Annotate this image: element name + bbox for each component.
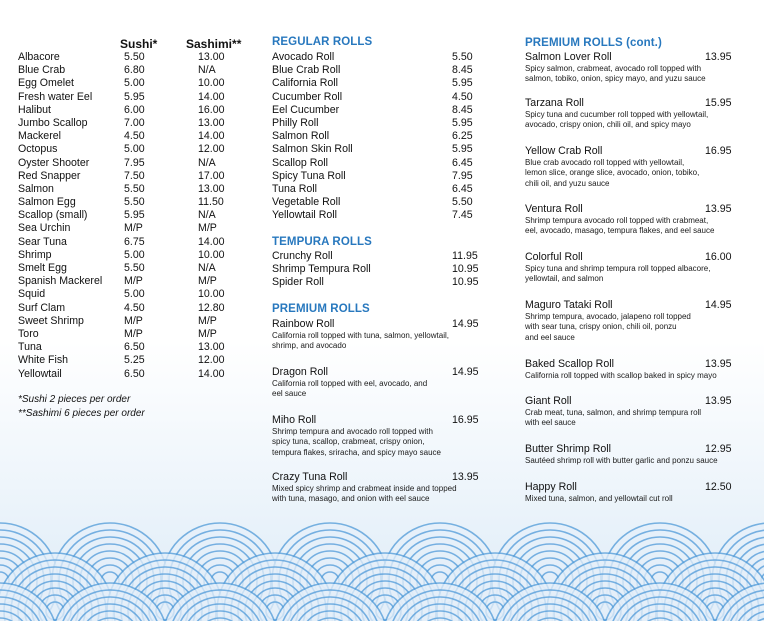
roll-price: 11.95 [452,250,478,262]
roll-item-header [525,97,737,110]
roll-price: 8.45 [452,64,473,77]
fish-name: Mackerel [18,130,61,143]
roll-description [272,484,478,505]
roll-price: 13.95 [705,203,732,215]
sushi-price: 5.95 [124,209,145,222]
roll-price: 14.95 [452,366,479,378]
roll-description [525,371,737,381]
description-line: Shrimp tempura and avocado roll topped with [272,427,433,436]
description-line: avocado, crispy onion, chili oil, and spicy mayo [525,120,691,130]
roll-item-header [525,251,737,264]
roll-price: 7.95 [452,169,473,182]
description-line: Mixed spicy shrimp and crabmeat inside and topped [272,484,457,493]
roll-item-header [525,203,737,216]
description-line: yellowtail, and salmon [525,274,604,284]
fish-name: Smelt Egg [18,262,67,274]
roll-name: Crunchy Roll [272,250,333,262]
sushi-price: 5.50 [124,262,145,274]
roll-name: Salmon Skin Roll [272,143,353,156]
sushi-row [18,183,254,196]
fish-name: Octopus [18,143,58,156]
sushi-row [18,91,254,104]
description-line: Shrimp tempura avocado roll topped with crabmeat, [525,216,709,225]
sashimi-price: 13.00 [198,182,225,195]
description-line: Crab meat, tuna, salmon, and shrimp tempura roll [525,408,702,417]
description-line: with tuna, masago, and onion with eel sauce [272,494,430,504]
sashimi-note: **Sashimi 6 pieces per order [18,408,145,419]
sashimi-price: M/P [198,327,217,340]
roll-name: Shrimp Tempura Roll [272,263,371,276]
roll-price: 5.95 [452,116,473,129]
roll-price: 5.95 [452,77,473,90]
roll-item [525,51,737,85]
sushi-row [18,262,254,275]
sushi-price: M/P [124,327,143,340]
sashimi-price: M/P [198,275,217,288]
roll-item [272,366,478,400]
description-line: Spicy salmon, crabmeat, avocado roll topped with [525,64,702,73]
roll-description [525,408,737,429]
sushi-row [18,275,254,288]
roll-row [272,209,476,222]
roll-item-header [272,414,478,427]
roll-name: Crazy Tuna Roll [272,471,348,483]
sushi-price: 6.00 [124,103,145,116]
sashimi-price: 12.00 [198,354,225,367]
sushi-price: 6.75 [124,235,145,248]
roll-price: 5.95 [452,143,473,156]
description-line: California roll topped with tuna, salmon, yellowtail, [272,331,449,340]
fish-name: Jumbo Scallop [18,116,88,129]
sushi-price: 5.95 [124,90,145,103]
roll-name: Happy Roll [525,481,577,493]
sashimi-price: 10.00 [198,77,225,90]
roll-price: 12.95 [705,443,732,455]
roll-price: 5.50 [452,51,473,63]
fish-name: Yellowtail [18,367,62,380]
roll-item [525,481,737,504]
roll-price: 6.45 [452,182,473,195]
sushi-price: 5.00 [124,143,145,156]
roll-price: 5.50 [452,196,473,209]
roll-row [272,64,476,77]
sushi-row [18,51,254,64]
roll-name: Baked Scallop Roll [525,358,614,370]
roll-description [272,379,478,400]
roll-description [272,331,478,352]
sushi-price: 5.50 [124,51,145,63]
sushi-row [18,64,254,77]
fish-name: Sea Urchin [18,222,71,235]
roll-item [525,395,737,429]
roll-name: Yellow Crab Roll [525,145,603,157]
roll-description [525,216,737,237]
roll-item-header [272,366,478,379]
sushi-row [18,341,254,354]
sushi-price: M/P [124,314,143,327]
roll-price: 8.45 [452,103,473,116]
sushi-price: M/P [124,222,143,235]
fish-name: Surf Clam [18,301,66,314]
sushi-table-header [18,37,254,51]
description-line: Mixed tuna, salmon, and yellowtail cut roll [525,494,673,503]
roll-name: Maguro Tataki Roll [525,299,613,311]
sushi-row [18,236,254,249]
sushi-price: 4.50 [124,130,145,143]
fish-name: Albacore [18,51,60,63]
roll-item [272,318,478,352]
sushi-row [18,354,254,367]
roll-name: Tarzana Roll [525,97,584,109]
fish-name: Shrimp [18,248,52,261]
roll-row [272,91,476,104]
fish-name: Oyster Shooter [18,156,90,169]
roll-price: 7.45 [452,209,473,222]
regular-rolls-list [272,51,476,222]
roll-item [525,145,737,189]
roll-row [272,104,476,117]
fish-name: Toro [18,327,39,340]
fish-name: Egg Omelet [18,77,74,90]
roll-row [272,250,476,263]
roll-name: Scallop Roll [272,156,328,169]
fish-name: Fresh water Eel [18,90,93,103]
sushi-row [18,249,254,262]
roll-name: Spicy Tuna Roll [272,169,346,182]
sushi-row [18,77,254,90]
roll-row [272,117,476,130]
fish-name: Squid [18,288,46,301]
sushi-row [18,157,254,170]
sushi-price: 4.50 [124,301,145,314]
sashimi-price: N/A [198,64,216,77]
sashimi-price: 13.00 [198,116,225,129]
roll-price: 6.25 [452,130,473,143]
roll-row [272,263,479,276]
fish-name: Salmon Egg [18,196,76,209]
fish-name: Scallop (small) [18,209,88,222]
fish-name: Halibut [18,103,51,116]
description-line: Spicy tuna and cucumber roll topped with yellowtail, [525,110,709,119]
roll-price: 13.95 [705,358,732,370]
sashimi-price: 14.00 [198,130,225,143]
sushi-price: 6.50 [124,341,145,354]
sushi-price: M/P [124,275,143,288]
premium-rolls-title: PREMIUM ROLLS [272,303,370,315]
sushi-row [18,288,254,301]
sashimi-price: 17.00 [198,169,225,182]
fish-name: Sear Tuna [18,235,67,248]
roll-price: 6.45 [452,156,473,169]
roll-item [525,358,737,381]
sushi-header: Sushi* [120,37,158,51]
sashimi-price: 13.00 [198,51,225,63]
roll-description [525,64,737,85]
roll-name: Colorful Roll [525,251,583,263]
sashimi-price: 12.00 [198,143,225,156]
roll-item-header [525,358,737,371]
roll-price: 4.50 [452,90,473,103]
roll-price: 16.95 [705,145,732,157]
roll-name: Avocado Roll [272,51,335,63]
roll-row [272,276,479,289]
roll-name: Vegetable Roll [272,196,341,209]
roll-description [525,158,737,189]
sushi-row [18,209,254,222]
roll-item-header [272,318,478,331]
description-line: spicy tuna, scallop, crabmeat, crispy onion, [272,437,425,447]
sashimi-header: Sashimi** [186,37,242,51]
fish-name: Red Snapper [18,169,81,182]
sushi-price: 7.00 [124,116,145,129]
roll-name: Ventura Roll [525,203,583,215]
roll-item-header [525,443,737,456]
tempura-rolls-list [272,250,479,290]
sushi-price: 7.95 [124,156,145,169]
sashimi-price: 10.00 [198,248,225,261]
roll-price: 10.95 [452,276,479,289]
description-line: tempura flakes, sriracha, and spicy mayo sauce [272,447,441,457]
roll-item [525,97,737,131]
roll-price: 14.95 [705,299,732,311]
roll-row [272,196,476,209]
roll-row [272,157,476,170]
sushi-price: 5.00 [124,77,145,90]
description-line: eel sauce [272,389,307,399]
roll-item-header [272,471,478,484]
sashimi-price: 14.00 [198,235,225,248]
roll-name: Giant Roll [525,395,572,407]
roll-name: Salmon Roll [272,130,330,143]
roll-price: 13.95 [705,51,732,63]
roll-item-header [525,145,737,158]
roll-item [272,414,478,458]
roll-price: 10.95 [452,263,479,276]
description-line: lemon slice, orange slice, avocado, onion, tobiko, [525,168,700,178]
roll-description [525,494,737,504]
sushi-row [18,222,254,235]
roll-row [272,143,476,156]
tempura-rolls-title: TEMPURA ROLLS [272,236,372,248]
roll-name: Cucumber Roll [272,90,343,103]
sushi-row [18,130,254,143]
roll-price: 13.95 [452,471,479,483]
roll-name: Eel Cucumber [272,103,340,116]
sushi-list [18,51,254,381]
roll-description [525,456,737,466]
fish-name: Sweet Shrimp [18,314,84,327]
sashimi-price: 14.00 [198,367,225,380]
description-line: Sautéed shrimp roll with butter garlic and ponzu sauce [525,456,718,465]
fish-name: White Fish [18,354,69,367]
sashimi-price: 12.80 [198,301,225,314]
roll-description [272,427,478,458]
sushi-price: 5.50 [124,182,145,195]
roll-item [272,471,478,505]
description-line: Shrimp tempura, avocado, jalapeno roll topped [525,312,691,321]
sushi-row [18,143,254,156]
roll-name: Miho Roll [272,414,317,426]
roll-row [272,183,476,196]
description-line: eel, avocado, masago, tempura flakes, and eel sauce [525,226,715,236]
sashimi-price: 10.00 [198,288,225,301]
roll-name: Spider Roll [272,276,324,289]
roll-description [525,312,737,343]
roll-name: Salmon Lover Roll [525,51,612,63]
sashimi-price: N/A [198,156,216,169]
description-line: California roll topped with scallop baked in spicy mayo [525,371,717,380]
sushi-row [18,104,254,117]
sushi-row [18,302,254,315]
roll-item [525,299,737,343]
roll-name: California Roll [272,77,338,90]
sushi-row [18,117,254,130]
description-line: Spicy tuna and shrimp tempura roll topped albacore, [525,264,711,273]
sushi-price: 5.00 [124,288,145,301]
description-line: with sear tuna, crispy onion, chili oil, ponzu [525,322,677,332]
roll-row [272,51,476,64]
roll-row [272,77,476,90]
roll-description [525,264,737,285]
roll-item-header [525,51,737,64]
fish-name: Salmon [18,182,54,195]
description-line: California roll topped with eel, avocado, and [272,379,428,388]
sashimi-price: M/P [198,222,217,235]
roll-price: 16.00 [705,251,732,263]
roll-name: Philly Roll [272,116,319,129]
sushi-price: 5.25 [124,354,145,367]
sashimi-price: N/A [198,262,216,274]
roll-item [525,203,737,237]
sashimi-price: 13.00 [198,341,225,354]
sashimi-price: N/A [198,209,216,222]
premium-rolls-cont-title: PREMIUM ROLLS (cont.) [525,37,662,49]
roll-name: Tuna Roll [272,182,317,195]
roll-row [272,170,476,183]
sushi-row [18,368,254,381]
serving-notes [18,393,145,421]
roll-item-header [525,395,737,408]
roll-item [525,251,737,285]
sushi-price: 6.50 [124,367,145,380]
sushi-price: 7.50 [124,169,145,182]
roll-name: Butter Shrimp Roll [525,443,611,455]
sashimi-price: 16.00 [198,103,225,116]
roll-name: Rainbow Roll [272,318,335,330]
sashimi-price: 11.50 [198,196,224,209]
regular-rolls-title: REGULAR ROLLS [272,36,373,48]
roll-price: 15.95 [705,97,732,109]
sashimi-price: 14.00 [198,90,225,103]
fish-name: Blue Crab [18,64,66,77]
sushi-row [18,170,254,183]
roll-row [272,130,476,143]
roll-name: Yellowtail Roll [272,209,337,222]
roll-price: 14.95 [452,318,479,330]
sashimi-price: M/P [198,314,217,327]
fish-name: Spanish Mackerel [18,275,103,288]
description-line: shrimp, and avocado [272,341,347,351]
roll-name: Dragon Roll [272,366,328,378]
description-line: with eel sauce [525,418,576,428]
sushi-price: 5.00 [124,248,145,261]
description-line: and eel sauce [525,332,575,342]
sushi-price: 5.50 [124,196,145,209]
description-line: chili oil, and yuzu sauce [525,178,610,188]
sushi-row [18,328,254,341]
roll-name: Blue Crab Roll [272,64,341,77]
roll-item-header [525,481,737,494]
roll-description [525,110,737,131]
roll-item-header [525,299,737,312]
sushi-note: *Sushi 2 pieces per order [18,394,131,405]
description-line: Blue crab avocado roll topped with yellowtail, [525,158,685,167]
roll-price: 16.95 [452,414,479,426]
sushi-price: 6.80 [124,64,145,77]
roll-price: 12.50 [705,481,732,493]
sushi-row [18,315,254,328]
sushi-row [18,196,254,209]
fish-name: Tuna [18,341,42,354]
roll-item [525,443,737,466]
roll-price: 13.95 [705,395,732,407]
description-line: salmon, tobiko, onion, spicy mayo, and yuzu sauce [525,74,706,84]
